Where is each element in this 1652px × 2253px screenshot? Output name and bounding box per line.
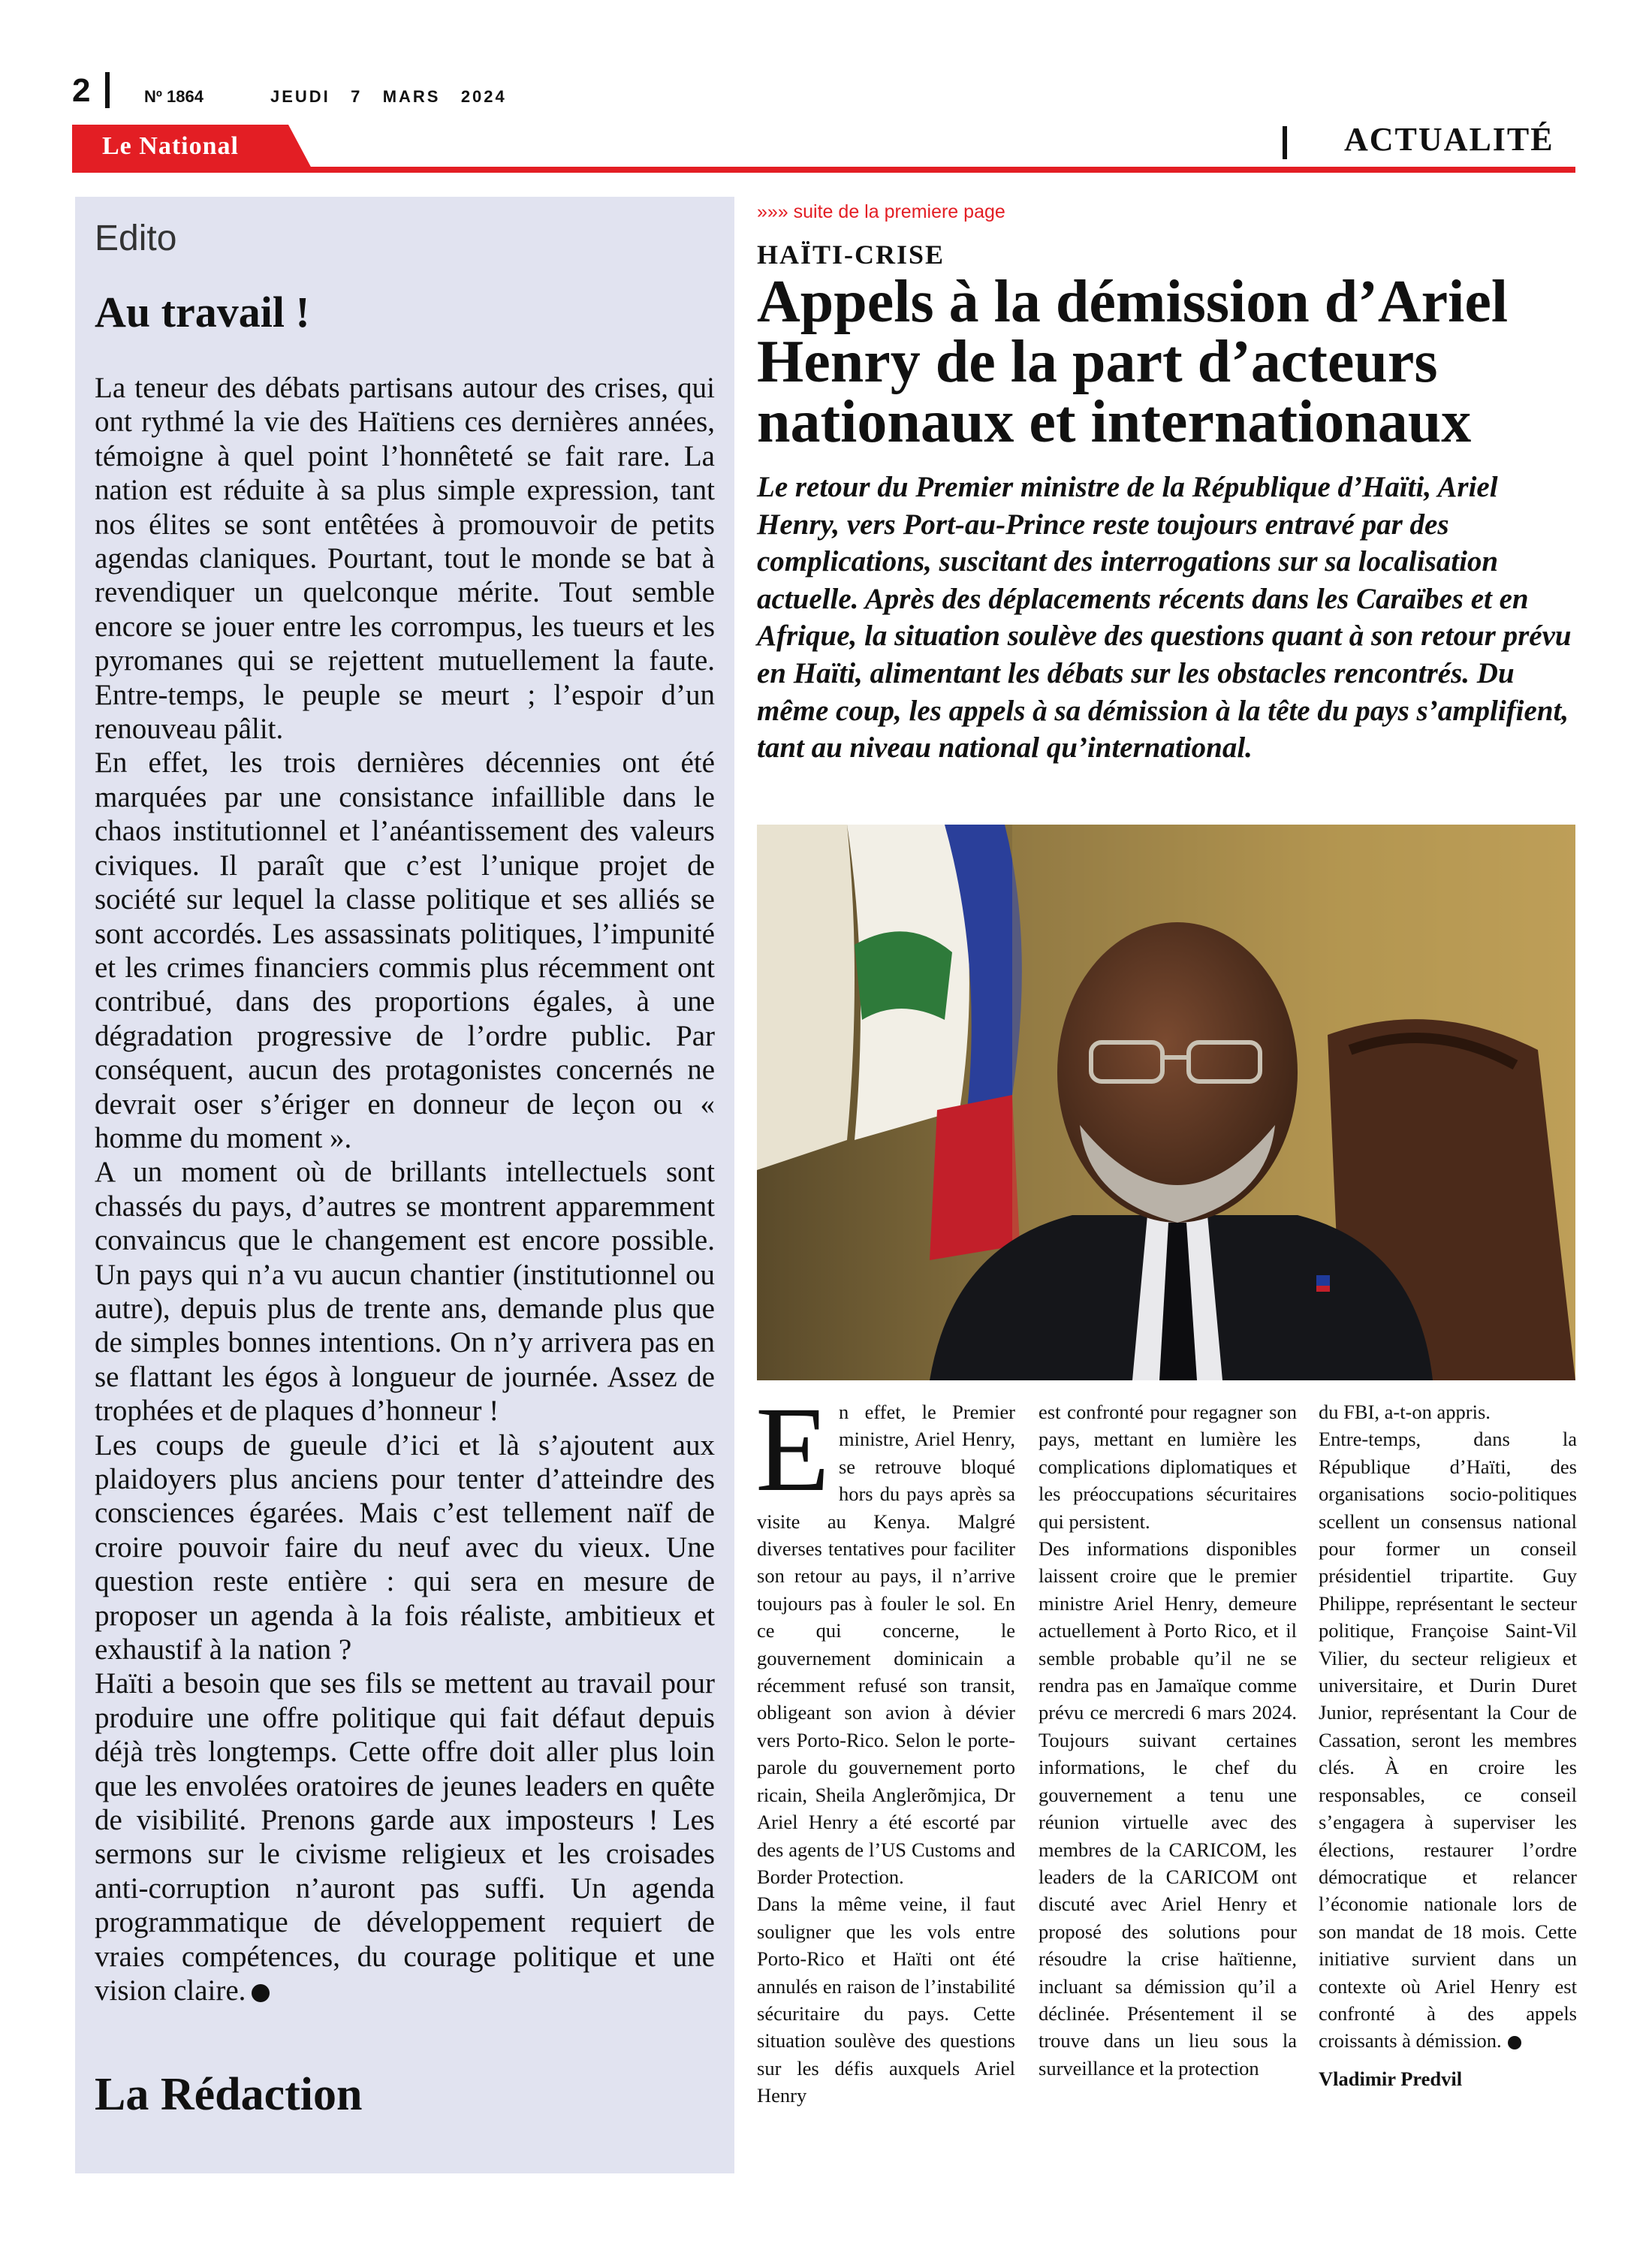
article-text: Entre-temps, dans la République d’Haïti, des organisations socio-politiques scellent un consensus national pour former un conseil présidentiel tripartite. Guy Philippe, représentant le secteur politique, Françoise Saint-Vil Vilier, du secteur religieux et universitaire, et Durin Duret Junior, représentant la Cour de Cassation, seront les membres clés. À en croire les responsables, ce conseil s’engagera à superviser les élections, restaurer l’ordre démocratique et relancer l’économie nationale lors de son mandat de 18 mois. Cette initiative survient dans un contexte où Ariel Henry est confronté à des appels croissants à démission. [1319, 1428, 1577, 2052]
editorial-label: Edito [95, 219, 177, 258]
article-author: Vladimir Predvil [1319, 2067, 1463, 2090]
editorial-body [95, 371, 715, 2008]
drop-cap: E [755, 1383, 830, 1517]
article-column-1 [755, 1383, 1015, 2110]
section-divider [1283, 126, 1287, 159]
article-kicker: HAÏTI-CRISE [757, 240, 945, 270]
article-column-3 [1319, 1398, 1577, 2092]
editorial-title: Au travail ! [95, 288, 310, 336]
page-number: 2 [72, 72, 91, 109]
editorial-paragraph: La teneur des débats partisans autour des crises, qui ont rythmé la vie des Haïtiens ces dernières années, témoigne à quel point l’honnêteté se fait rare. La nation est réduite à sa plus simple expression, tant nos élites se sont entêtées à promouvoir de petits agendas claniques. Pourtant, tout le monde se bat à revendiquer un quelconque mérite. Tout semble encore se jouer entre les corrompus, les tueurs et les pyromanes qui se rejettent mutuellement la faute. Entre-temps, le peuple se meurt ; l’espoir d’un renouveau pâlit. [95, 372, 715, 746]
article-paragraph: Des informations disponibles laissent croire que le premier ministre Ariel Henry, demeure actuellement à Porto Rico, et il semble probable qu’il ne se rendra pas en Jamaïque comme prévu ce mercredi 6 mars 2024. Toujours suivant certaines informations, le chef du gouvernement a tenu une réunion virtuelle avec des membres de la CARICOM, les leaders de la CARICOM ont discuté avec Ariel Henry et proposé des solutions pour résoudre la crise haïtienne, incluant sa démission qu’il a déclinée. Présentement il se trouve dans un lieu sous la surveillance et la protection [1039, 1537, 1297, 2080]
editorial-paragraph: Les coups de gueule d’ici et là s’ajoutent aux plaidoyers plus anciens pour tenter d’atteindre des consciences égarées. Mais c’est tellement naïf de croire pouvoir faire du neuf avec du vieux. Une question reste entière : qui sera en mesure de proposer un agenda à la fois réaliste, ambitieux et exhaustif à la nation ? [95, 1428, 715, 1666]
editorial-paragraph: En effet, les trois dernières décennies ont été marquées par une consistance infaillible dans le chaos institutionnel et l’anéantissement des valeurs civiques. Il paraît que c’est l’unique projet de société sur lequel la classe politique et ses alliés se sont accordés. Les assassinats politiques, l’impunité et les crimes financiers commis plus récemment ont contribué, dans des proportions égales, à une dégradation progressive de l’ordre public. Par conséquent, aucun des protagonistes concernés ne devrait oser s’ériger en donneur de leçon ou « homme du moment ». [95, 746, 715, 1154]
article-headline: Appels à la démission d’Ariel Henry de la part d’acteurs nationaux et internationaux [757, 269, 1509, 455]
article-paragraph: du FBI, a-t-on appris. [1319, 1401, 1491, 1423]
brand-name: Le National [102, 132, 239, 160]
article-column-2 [1039, 1398, 1297, 2082]
article-paragraph [1319, 1425, 1577, 2054]
issue-number: Nº 1864 [144, 87, 203, 106]
article-photo [757, 825, 1575, 1380]
end-mark-icon [252, 1984, 270, 2002]
continued-from-front: »»» suite de la premiere page [757, 201, 1005, 222]
editorial-paragraph [95, 1666, 715, 2007]
end-mark-icon [1508, 2036, 1521, 2049]
header-rule [72, 167, 1575, 173]
article-paragraph: est confronté pour regagner son pays, mettant en lumière les complications diplomatiques et les préoccupations sécuritaires qui persistent. [1039, 1401, 1297, 1533]
section-title: ACTUALITÉ [1344, 121, 1554, 158]
editorial-last-text: Haïti a besoin que ses fils se mettent au travail pour produire une offre politique qui fait défaut depuis déjà très longtemps. Cette offre doit aller plus loin que les envolées oratoires de jeunes leaders en quête de visibilité. Prenons garde aux imposteurs ! Les sermons sur le civisme religieux et les croisades anti-corruption n’auront pas suffi. Un agenda programmatique de développement requiert de vraies compétences, du courage politique et une vision claire. [95, 1667, 715, 2007]
article-paragraph: Dans la même veine, il faut souligner que les vols entre Porto-Rico et Haïti ont été annulés en raison de l’instabilité sécuritaire du pays. Cette situation soulève des questions sur les défis auxquels Ariel Henry [757, 1893, 1015, 2107]
issue-date: JEUDI 7 MARS 2024 [270, 87, 507, 106]
editorial-paragraph: A un moment où de brillants intellectuels sont chassés du pays, d’autres se montrent apparemment convaincus que le changement est encore possible. Un pays qui n’a vu aucun chantier (institutionnel ou autre), depuis plus de trente ans, demande plus que de simples bonnes intentions. On n’y arrivera pas en se flattant les égos à longueur de journée. Assez de trophées et de plaques d’honneur ! [95, 1156, 715, 1428]
article-text: n effet, le Premier ministre, Ariel Henry, se retrouve bloqué hors du pays après sa visite au Kenya. Malgré diverses tentatives pour faciliter son retour au pays, il n’arrive toujours pas à fouler le sol. En ce qui concerne, le gouvernement dominicain a récemment refusé son transit, obligeant son avion à dévier vers Porto-Rico. Selon le porte-parole du gouvernement porto ricain, Sheila Anglerõmjica, Dr Ariel Henry a été escorté par des agents de l’US Customs and Border Protection. [757, 1401, 1015, 1888]
editorial-signature: La Rédaction [95, 2069, 363, 2120]
article-standfirst: Le retour du Premier ministre de la République d’Haïti, Ariel Henry, vers Port-au-Prince reste toujours entravé par des complications, suscitant des interrogations sur sa localisation actuelle. Après des déplacements récents dans les Caraïbes et en Afrique, la situation soulève des questions quant à son retour prévu en Haïti, alimentant les débats sur les obstacles rencontrés. Du même coup, les appels à sa démission à la tête du pays s’amplifient, tant au niveau national qu’international. [757, 471, 1572, 765]
article-paragraph [755, 1383, 1015, 1890]
page-number-divider [105, 72, 110, 108]
